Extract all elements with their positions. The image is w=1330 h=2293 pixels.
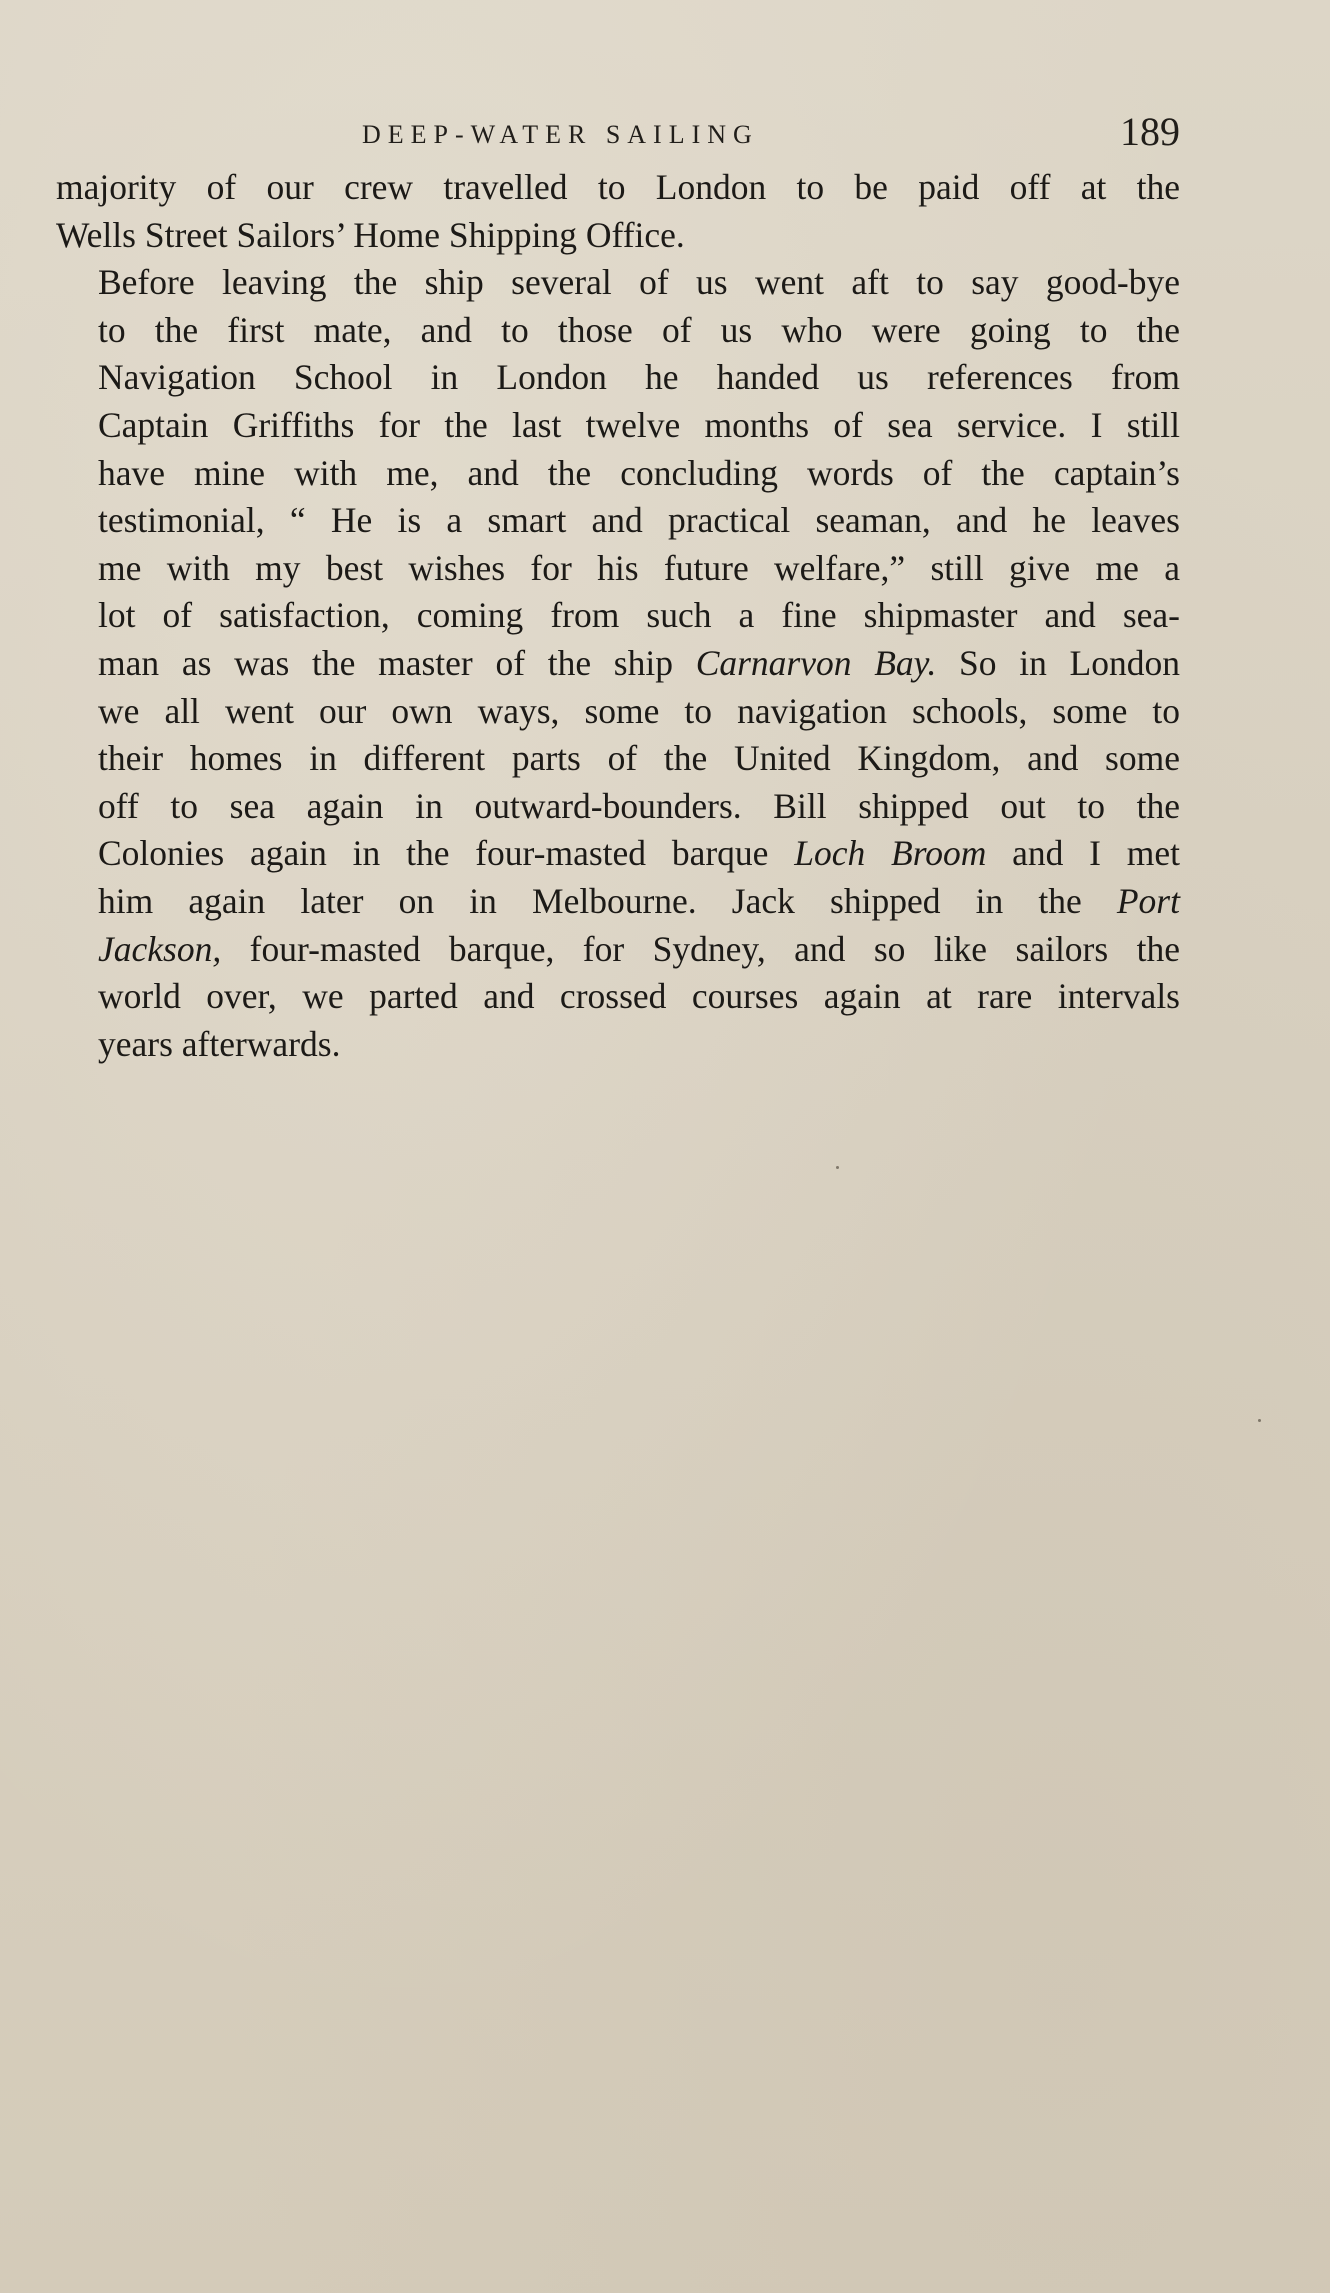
text-segment: years afterwards. <box>98 1023 341 1064</box>
text-line <box>56 354 1180 402</box>
italic-text: Port <box>1116 880 1180 921</box>
text-segment: lot of satisfaction, coming from such a fine shipmaster and sea- <box>98 595 1180 636</box>
text-segment: Colonies again in the four-masted barque <box>98 833 795 874</box>
text-line <box>56 735 1180 783</box>
text-segment: and I met <box>986 833 1181 874</box>
text-line <box>56 973 1180 1021</box>
text-line <box>56 592 1180 640</box>
text-segment: have mine with me, and the concluding words of the captain’s <box>98 452 1180 493</box>
text-line <box>56 926 1180 974</box>
text-line <box>56 307 1180 355</box>
text-segment: me with my best wishes for his future welfare,” still give me a <box>98 547 1180 588</box>
text-segment: their homes in different parts of the United Kingdom, and some <box>98 738 1180 779</box>
text-segment: world over, we parted and crossed courses again at rare intervals <box>98 976 1180 1017</box>
text-segment: him again later on in Melbourne. Jack shipped in the <box>98 880 1117 921</box>
page-content <box>56 108 1180 1068</box>
text-line <box>56 497 1180 545</box>
italic-text: Carnarvon Bay. <box>695 642 937 683</box>
text-segment: off to sea again in outward-bounders. Bill shipped out to the <box>98 785 1180 826</box>
paragraph <box>56 164 1180 259</box>
text-line <box>56 545 1180 593</box>
text-segment: majority of our crew travelled to London to be paid off at the <box>56 167 1180 207</box>
italic-text: Jackson, <box>98 928 222 969</box>
text-segment: to the first mate, and to those of us who were going to the <box>98 309 1180 350</box>
text-line <box>56 259 1180 307</box>
running-title: DEEP-WATER SAILING <box>362 120 759 149</box>
text-segment: Before leaving the ship several of us went aft to say good-bye <box>98 262 1180 303</box>
text-line <box>56 783 1180 831</box>
text-segment: Wells Street Sailors’ Home Shipping Office. <box>56 214 685 255</box>
paper-speck <box>1258 1419 1261 1422</box>
text-line <box>56 212 1180 260</box>
text-line <box>56 688 1180 736</box>
paragraph <box>56 259 1180 1068</box>
text-segment: Captain Griffiths for the last twelve months of sea service. I still <box>98 404 1180 445</box>
text-line <box>56 450 1180 498</box>
text-line <box>56 1021 1180 1069</box>
text-segment: So in London <box>936 642 1180 683</box>
page-number: 189 <box>1120 109 1180 154</box>
running-head <box>56 108 1180 164</box>
text-segment: four-masted barque, for Sydney, and so like sailors the <box>221 928 1180 969</box>
body-text <box>56 164 1180 1068</box>
text-line <box>56 830 1180 878</box>
text-segment: we all went our own ways, some to navigation schools, some to <box>98 690 1180 731</box>
text-line <box>56 164 1180 212</box>
text-line <box>56 878 1180 926</box>
paper-speck <box>836 1166 839 1169</box>
text-segment: man as was the master of the ship <box>98 642 696 683</box>
italic-text: Loch Broom <box>794 833 987 874</box>
text-line <box>56 640 1180 688</box>
text-segment: testimonial, “ He is a smart and practical seaman, and he leaves <box>98 500 1180 541</box>
text-segment: Navigation School in London he handed us references from <box>98 357 1180 398</box>
text-line <box>56 402 1180 450</box>
